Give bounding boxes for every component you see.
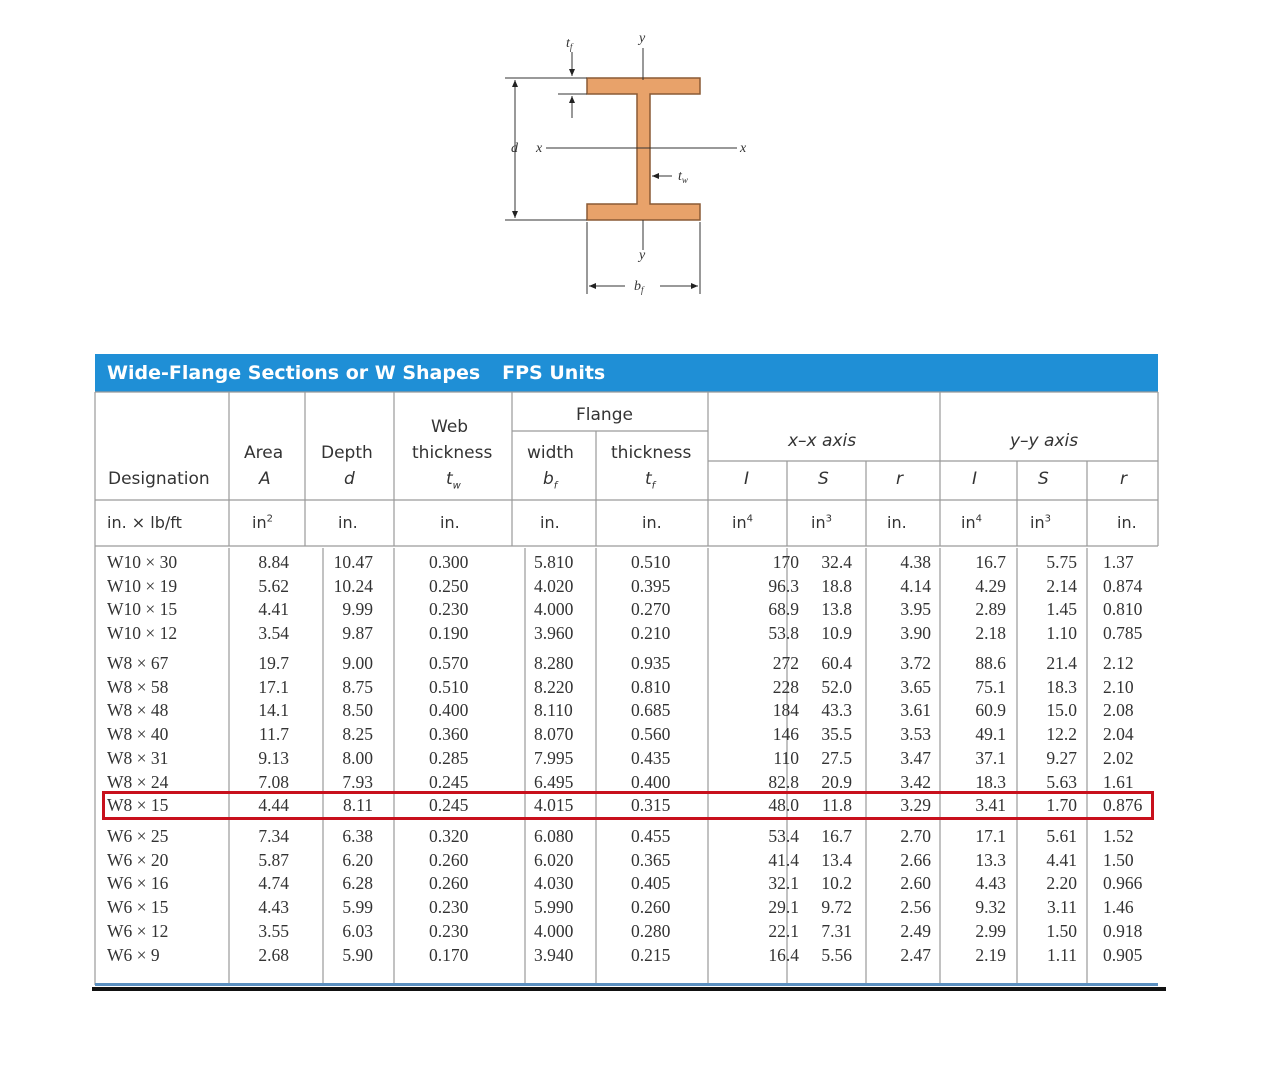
cell-yy-I: 2.89: [975, 599, 1006, 620]
cell-xx-I: 228: [772, 676, 799, 697]
cell-flange-width: 6.080: [534, 826, 574, 846]
cell-yy-S: 1.70: [1046, 795, 1077, 816]
header-yy-I: I: [972, 469, 978, 489]
cell-area: 4.44: [258, 795, 289, 816]
cell-xx-r: 2.49: [900, 920, 931, 941]
cell-web-thickness: 0.260: [429, 873, 469, 894]
header-flange-width-symbol: $b_f$: [543, 469, 558, 492]
cell-yy-S: 4.41: [1046, 849, 1077, 870]
cell-designation: W6 × 25: [107, 826, 169, 846]
cell-flange-thickness: 0.405: [631, 873, 671, 894]
cell-yy-I: 4.43: [975, 873, 1006, 894]
i-beam-section: [587, 78, 700, 220]
cell-xx-S: 13.4: [821, 849, 852, 870]
cell-xx-I: 110: [773, 747, 799, 768]
cell-yy-I: 3.41: [975, 795, 1006, 816]
cell-flange-thickness: 0.395: [631, 575, 671, 596]
cell-yy-I: 88.6: [975, 653, 1006, 673]
cell-flange-width: 6.020: [534, 849, 574, 870]
cell-area: 3.55: [258, 920, 289, 941]
cell-web-thickness: 0.245: [429, 771, 469, 792]
y-bottom-label: y: [639, 248, 646, 263]
table-row: [95, 770, 1158, 794]
header-xx-S: S: [818, 469, 829, 489]
cell-flange-thickness: 0.260: [631, 897, 671, 918]
cell-xx-S: 27.5: [821, 747, 852, 768]
cell-designation: W6 × 16: [107, 873, 169, 894]
cell-yy-r: 1.61: [1103, 771, 1134, 792]
unit-web-thickness: in.: [440, 513, 460, 532]
cell-xx-r: 2.60: [900, 873, 931, 894]
cell-area: 19.7: [258, 653, 289, 673]
cell-yy-r: 1.52: [1103, 826, 1134, 846]
table-row: [95, 871, 1158, 895]
header-xx-r: r: [896, 469, 903, 489]
cell-xx-S: 32.4: [821, 552, 852, 572]
cell-web-thickness: 0.250: [429, 575, 469, 596]
cell-web-thickness: 0.510: [429, 676, 469, 697]
table-row: [95, 848, 1158, 872]
header-xx-axis: x–x axis: [788, 431, 857, 451]
cell-depth: 10.47: [333, 552, 373, 572]
bf-label: $b_f$: [634, 279, 644, 295]
table-row: [95, 895, 1158, 919]
table-title-bar: [95, 354, 1158, 392]
cell-yy-r: 0.905: [1103, 944, 1143, 965]
cell-xx-I: 48.0: [768, 795, 799, 816]
cell-flange-thickness: 0.215: [631, 944, 671, 965]
cell-yy-I: 60.9: [975, 700, 1006, 721]
cell-flange-thickness: 0.400: [631, 771, 671, 792]
cell-xx-S: 10.2: [821, 873, 852, 894]
table-bottom-rule: [92, 987, 1166, 991]
cell-flange-width: 4.015: [534, 795, 574, 816]
cell-xx-S: 60.4: [821, 653, 852, 673]
cell-web-thickness: 0.320: [429, 826, 469, 846]
header-area: Area: [244, 443, 284, 463]
cell-designation: W8 × 40: [107, 724, 169, 745]
cell-depth: 9.00: [342, 653, 373, 673]
cell-web-thickness: 0.170: [429, 944, 469, 965]
cell-area: 2.68: [258, 944, 289, 965]
header-flange-thickness-symbol: $t_f$: [645, 469, 656, 492]
cell-flange-width: 3.940: [534, 944, 574, 965]
cell-depth: 8.75: [342, 676, 373, 697]
cell-flange-width: 8.220: [534, 676, 574, 697]
header-depth-symbol: d: [344, 469, 355, 489]
cell-depth: 9.87: [342, 623, 373, 644]
table-row: [95, 698, 1158, 722]
table-title: Wide-Flange Sections or W Shapes: [107, 362, 481, 384]
cell-flange-width: 4.000: [534, 599, 574, 620]
cell-yy-r: 0.918: [1103, 920, 1143, 941]
cell-depth: 8.25: [342, 724, 373, 745]
cell-yy-I: 4.29: [975, 575, 1006, 596]
cell-yy-I: 9.32: [975, 897, 1006, 918]
cell-xx-S: 13.8: [821, 599, 852, 620]
table-row: [95, 943, 1158, 967]
cell-depth: 6.28: [342, 873, 373, 894]
cell-yy-r: 2.08: [1103, 700, 1134, 721]
table-row: [95, 651, 1158, 675]
cell-depth: 7.93: [342, 771, 373, 792]
unit-xx-S: $in^3$: [811, 513, 832, 532]
cell-depth: 6.38: [342, 826, 373, 846]
cell-yy-S: 12.2: [1046, 724, 1077, 745]
cell-area: 3.54: [258, 623, 289, 644]
unit-yy-I: $in^4$: [961, 513, 982, 532]
cell-yy-I: 2.99: [975, 920, 1006, 941]
cell-designation: W8 × 24: [107, 771, 169, 792]
cell-yy-I: 17.1: [975, 826, 1006, 846]
cell-web-thickness: 0.190: [429, 623, 469, 644]
cell-flange-width: 6.495: [534, 771, 574, 792]
cell-flange-thickness: 0.435: [631, 747, 671, 768]
cell-web-thickness: 0.260: [429, 849, 469, 870]
cell-web-thickness: 0.230: [429, 920, 469, 941]
header-yy-S: S: [1038, 469, 1049, 489]
cell-designation: W10 × 15: [107, 599, 178, 620]
cell-yy-S: 18.3: [1046, 676, 1077, 697]
cell-area: 9.13: [258, 747, 289, 768]
cell-yy-I: 49.1: [975, 724, 1006, 745]
cell-yy-I: 2.19: [975, 944, 1006, 965]
cell-xx-r: 2.56: [900, 897, 931, 918]
cell-designation: W6 × 20: [107, 849, 169, 870]
cell-flange-thickness: 0.280: [631, 920, 671, 941]
w-shape-cross-section-diagram: [0, 0, 1270, 340]
cell-yy-S: 1.45: [1046, 599, 1077, 620]
cell-designation: W8 × 67: [107, 653, 169, 673]
cell-depth: 6.20: [342, 849, 373, 870]
cell-xx-S: 18.8: [821, 575, 852, 596]
d-label: d: [511, 141, 518, 156]
cell-xx-r: 3.29: [900, 795, 931, 816]
header-depth: Depth: [321, 443, 373, 463]
cell-xx-I: 272: [772, 653, 799, 673]
cell-designation: W8 × 15: [107, 795, 169, 816]
cell-yy-S: 2.14: [1046, 575, 1077, 596]
cell-flange-thickness: 0.315: [631, 795, 671, 816]
header-flange-thickness: thickness: [611, 443, 692, 463]
tw-label: $t_w$: [678, 169, 688, 185]
cell-yy-S: 1.50: [1046, 920, 1077, 941]
cell-flange-thickness: 0.455: [631, 826, 671, 846]
cell-xx-S: 10.9: [821, 623, 852, 644]
cell-designation: W10 × 12: [107, 623, 178, 644]
header-yy-axis: y–y axis: [1010, 431, 1079, 451]
cell-yy-I: 18.3: [975, 771, 1006, 792]
cell-web-thickness: 0.300: [429, 552, 469, 572]
cell-area: 17.1: [258, 676, 289, 697]
cell-area: 7.08: [258, 771, 289, 792]
header-web-thickness: thickness: [412, 443, 493, 463]
cell-yy-S: 5.61: [1046, 826, 1077, 846]
cell-yy-I: 13.3: [975, 849, 1006, 870]
cell-yy-r: 2.02: [1103, 747, 1134, 768]
cell-flange-thickness: 0.270: [631, 599, 671, 620]
cell-depth: 8.50: [342, 700, 373, 721]
unit-area: $in^2$: [252, 513, 273, 532]
cell-area: 7.34: [258, 826, 289, 846]
cell-xx-I: 22.1: [768, 920, 799, 941]
cell-flange-width: 8.110: [534, 700, 573, 721]
header-xx-I: I: [744, 469, 750, 489]
header-web: Web: [431, 417, 469, 437]
cell-xx-I: 53.8: [768, 623, 799, 644]
cell-designation: W8 × 31: [107, 747, 169, 768]
cell-area: 5.87: [258, 849, 289, 870]
table-row: [95, 824, 1158, 848]
cell-yy-S: 1.10: [1046, 623, 1077, 644]
cell-depth: 9.99: [342, 599, 373, 620]
unit-xx-r: in.: [887, 513, 907, 532]
cell-xx-I: 32.1: [768, 873, 799, 894]
cell-designation: W6 × 12: [107, 920, 169, 941]
table-row: [95, 722, 1158, 746]
cell-designation: W8 × 58: [107, 676, 169, 697]
cell-area: 5.62: [258, 575, 289, 596]
cell-xx-I: 16.4: [768, 944, 799, 965]
cell-yy-r: 1.46: [1103, 897, 1134, 918]
cell-xx-r: 4.38: [900, 552, 931, 572]
unit-flange-width: in.: [540, 513, 560, 532]
cell-xx-r: 3.72: [900, 653, 931, 673]
cell-xx-S: 20.9: [821, 771, 852, 792]
cell-flange-width: 7.995: [534, 747, 574, 768]
cell-depth: 6.03: [342, 920, 373, 941]
cell-flange-width: 4.020: [534, 575, 574, 596]
x-left-label: x: [536, 141, 543, 156]
header-flange-width: width: [527, 443, 574, 463]
cell-flange-thickness: 0.210: [631, 623, 671, 644]
cell-yy-S: 3.11: [1047, 897, 1077, 918]
cell-yy-S: 21.4: [1046, 653, 1077, 673]
header-designation: Designation: [108, 469, 210, 489]
cell-xx-r: 3.65: [900, 676, 931, 697]
cell-xx-S: 43.3: [821, 700, 852, 721]
cell-xx-r: 3.95: [900, 599, 931, 620]
cell-yy-r: 0.785: [1103, 623, 1143, 644]
cell-designation: W6 × 15: [107, 897, 169, 918]
y-top-label: y: [639, 31, 646, 46]
cell-xx-S: 7.31: [821, 920, 852, 941]
cell-flange-width: 4.000: [534, 920, 574, 941]
cell-web-thickness: 0.230: [429, 599, 469, 620]
unit-xx-I: $in^4$: [732, 513, 753, 532]
cell-yy-r: 1.37: [1103, 552, 1134, 572]
cell-yy-r: 2.12: [1103, 653, 1134, 673]
cell-web-thickness: 0.570: [429, 653, 469, 673]
cell-flange-width: 4.030: [534, 873, 574, 894]
table-row: [95, 675, 1158, 699]
cell-xx-I: 82.8: [768, 771, 799, 792]
cell-yy-r: 0.810: [1103, 599, 1143, 620]
cell-xx-S: 11.8: [822, 795, 852, 816]
table-row: [95, 550, 1158, 574]
cell-flange-width: 3.960: [534, 623, 574, 644]
cell-yy-S: 1.11: [1047, 944, 1077, 965]
cell-xx-r: 3.42: [900, 771, 931, 792]
cell-xx-r: 3.90: [900, 623, 931, 644]
cell-web-thickness: 0.245: [429, 795, 469, 816]
highlighted-row-box: [102, 791, 1154, 820]
cell-yy-r: 1.50: [1103, 849, 1134, 870]
table-row: [95, 597, 1158, 621]
header-flange: Flange: [576, 405, 633, 425]
cell-xx-S: 9.72: [821, 897, 852, 918]
cell-area: 14.1: [258, 700, 289, 721]
unit-yy-r: in.: [1117, 513, 1137, 532]
cell-web-thickness: 0.285: [429, 747, 469, 768]
cell-yy-r: 2.10: [1103, 676, 1134, 697]
cell-flange-thickness: 0.810: [631, 676, 671, 697]
cell-depth: 8.00: [342, 747, 373, 768]
cell-area: 8.84: [258, 552, 289, 572]
x-right-label: x: [740, 141, 747, 156]
header-yy-r: r: [1120, 469, 1127, 489]
cell-designation: W10 × 30: [107, 552, 178, 572]
cell-yy-I: 37.1: [975, 747, 1006, 768]
table-bottom-accent: [95, 983, 1158, 986]
tf-label: $t_f$: [566, 36, 573, 52]
cell-flange-thickness: 0.510: [631, 552, 671, 572]
cell-flange-thickness: 0.365: [631, 849, 671, 870]
cell-xx-S: 35.5: [821, 724, 852, 745]
cell-xx-r: 2.47: [900, 944, 931, 965]
cell-area: 4.43: [258, 897, 289, 918]
cell-xx-I: 146: [772, 724, 799, 745]
cell-yy-S: 5.75: [1046, 552, 1077, 572]
cell-xx-r: 3.61: [900, 700, 931, 721]
cell-web-thickness: 0.230: [429, 897, 469, 918]
cell-flange-thickness: 0.935: [631, 653, 671, 673]
header-web-symbol: $t_w$: [446, 469, 461, 492]
cell-web-thickness: 0.400: [429, 700, 469, 721]
cell-xx-r: 2.70: [900, 826, 931, 846]
table-units: FPS Units: [502, 362, 606, 384]
cell-yy-I: 2.18: [975, 623, 1006, 644]
cell-xx-r: 4.14: [900, 575, 931, 596]
cell-designation: W8 × 48: [107, 700, 169, 721]
cell-xx-I: 41.4: [768, 849, 799, 870]
cell-yy-S: 9.27: [1046, 747, 1077, 768]
cell-flange-width: 8.280: [534, 653, 574, 673]
cell-flange-width: 5.990: [534, 897, 574, 918]
cell-xx-r: 3.47: [900, 747, 931, 768]
cell-yy-I: 75.1: [975, 676, 1006, 697]
cell-yy-S: 5.63: [1046, 771, 1077, 792]
cell-depth: 8.11: [343, 795, 373, 816]
cell-xx-S: 5.56: [821, 944, 852, 965]
cell-yy-S: 15.0: [1046, 700, 1077, 721]
unit-flange-thickness: in.: [642, 513, 662, 532]
cell-yy-r: 0.874: [1103, 575, 1143, 596]
unit-yy-S: $in^3$: [1030, 513, 1051, 532]
cell-flange-width: 8.070: [534, 724, 574, 745]
cell-yy-r: 2.04: [1103, 724, 1134, 745]
cell-xx-S: 52.0: [821, 676, 852, 697]
cell-xx-r: 3.53: [900, 724, 931, 745]
cell-depth: 10.24: [333, 575, 373, 596]
table-row: [95, 746, 1158, 770]
cell-xx-r: 2.66: [900, 849, 931, 870]
cell-yy-I: 16.7: [975, 552, 1006, 572]
cell-yy-S: 2.20: [1046, 873, 1077, 894]
cell-yy-r: 0.876: [1103, 795, 1143, 816]
cell-xx-I: 68.9: [768, 599, 799, 620]
units-row: [95, 511, 1158, 535]
cell-flange-thickness: 0.560: [631, 724, 671, 745]
cell-area: 11.7: [259, 724, 289, 745]
unit-designation: in. × lb/ft: [107, 513, 182, 532]
cell-flange-width: 5.810: [534, 552, 574, 572]
table-row: [95, 919, 1158, 943]
cell-xx-I: 53.4: [768, 826, 799, 846]
cell-xx-I: 170: [772, 552, 799, 572]
cell-yy-r: 0.966: [1103, 873, 1143, 894]
cell-xx-I: 184: [772, 700, 799, 721]
cell-area: 4.74: [258, 873, 289, 894]
cell-area: 4.41: [258, 599, 289, 620]
unit-depth: in.: [338, 513, 358, 532]
table-row: [95, 574, 1158, 598]
table-row: [95, 621, 1158, 645]
cell-flange-thickness: 0.685: [631, 700, 671, 721]
cell-xx-S: 16.7: [821, 826, 852, 846]
cell-depth: 5.99: [342, 897, 373, 918]
cell-xx-I: 96.3: [768, 575, 799, 596]
cell-web-thickness: 0.360: [429, 724, 469, 745]
cell-depth: 5.90: [342, 944, 373, 965]
cell-designation: W10 × 19: [107, 575, 178, 596]
header-area-symbol: A: [259, 469, 271, 489]
cell-xx-I: 29.1: [768, 897, 799, 918]
cell-designation: W6 × 9: [107, 944, 160, 965]
